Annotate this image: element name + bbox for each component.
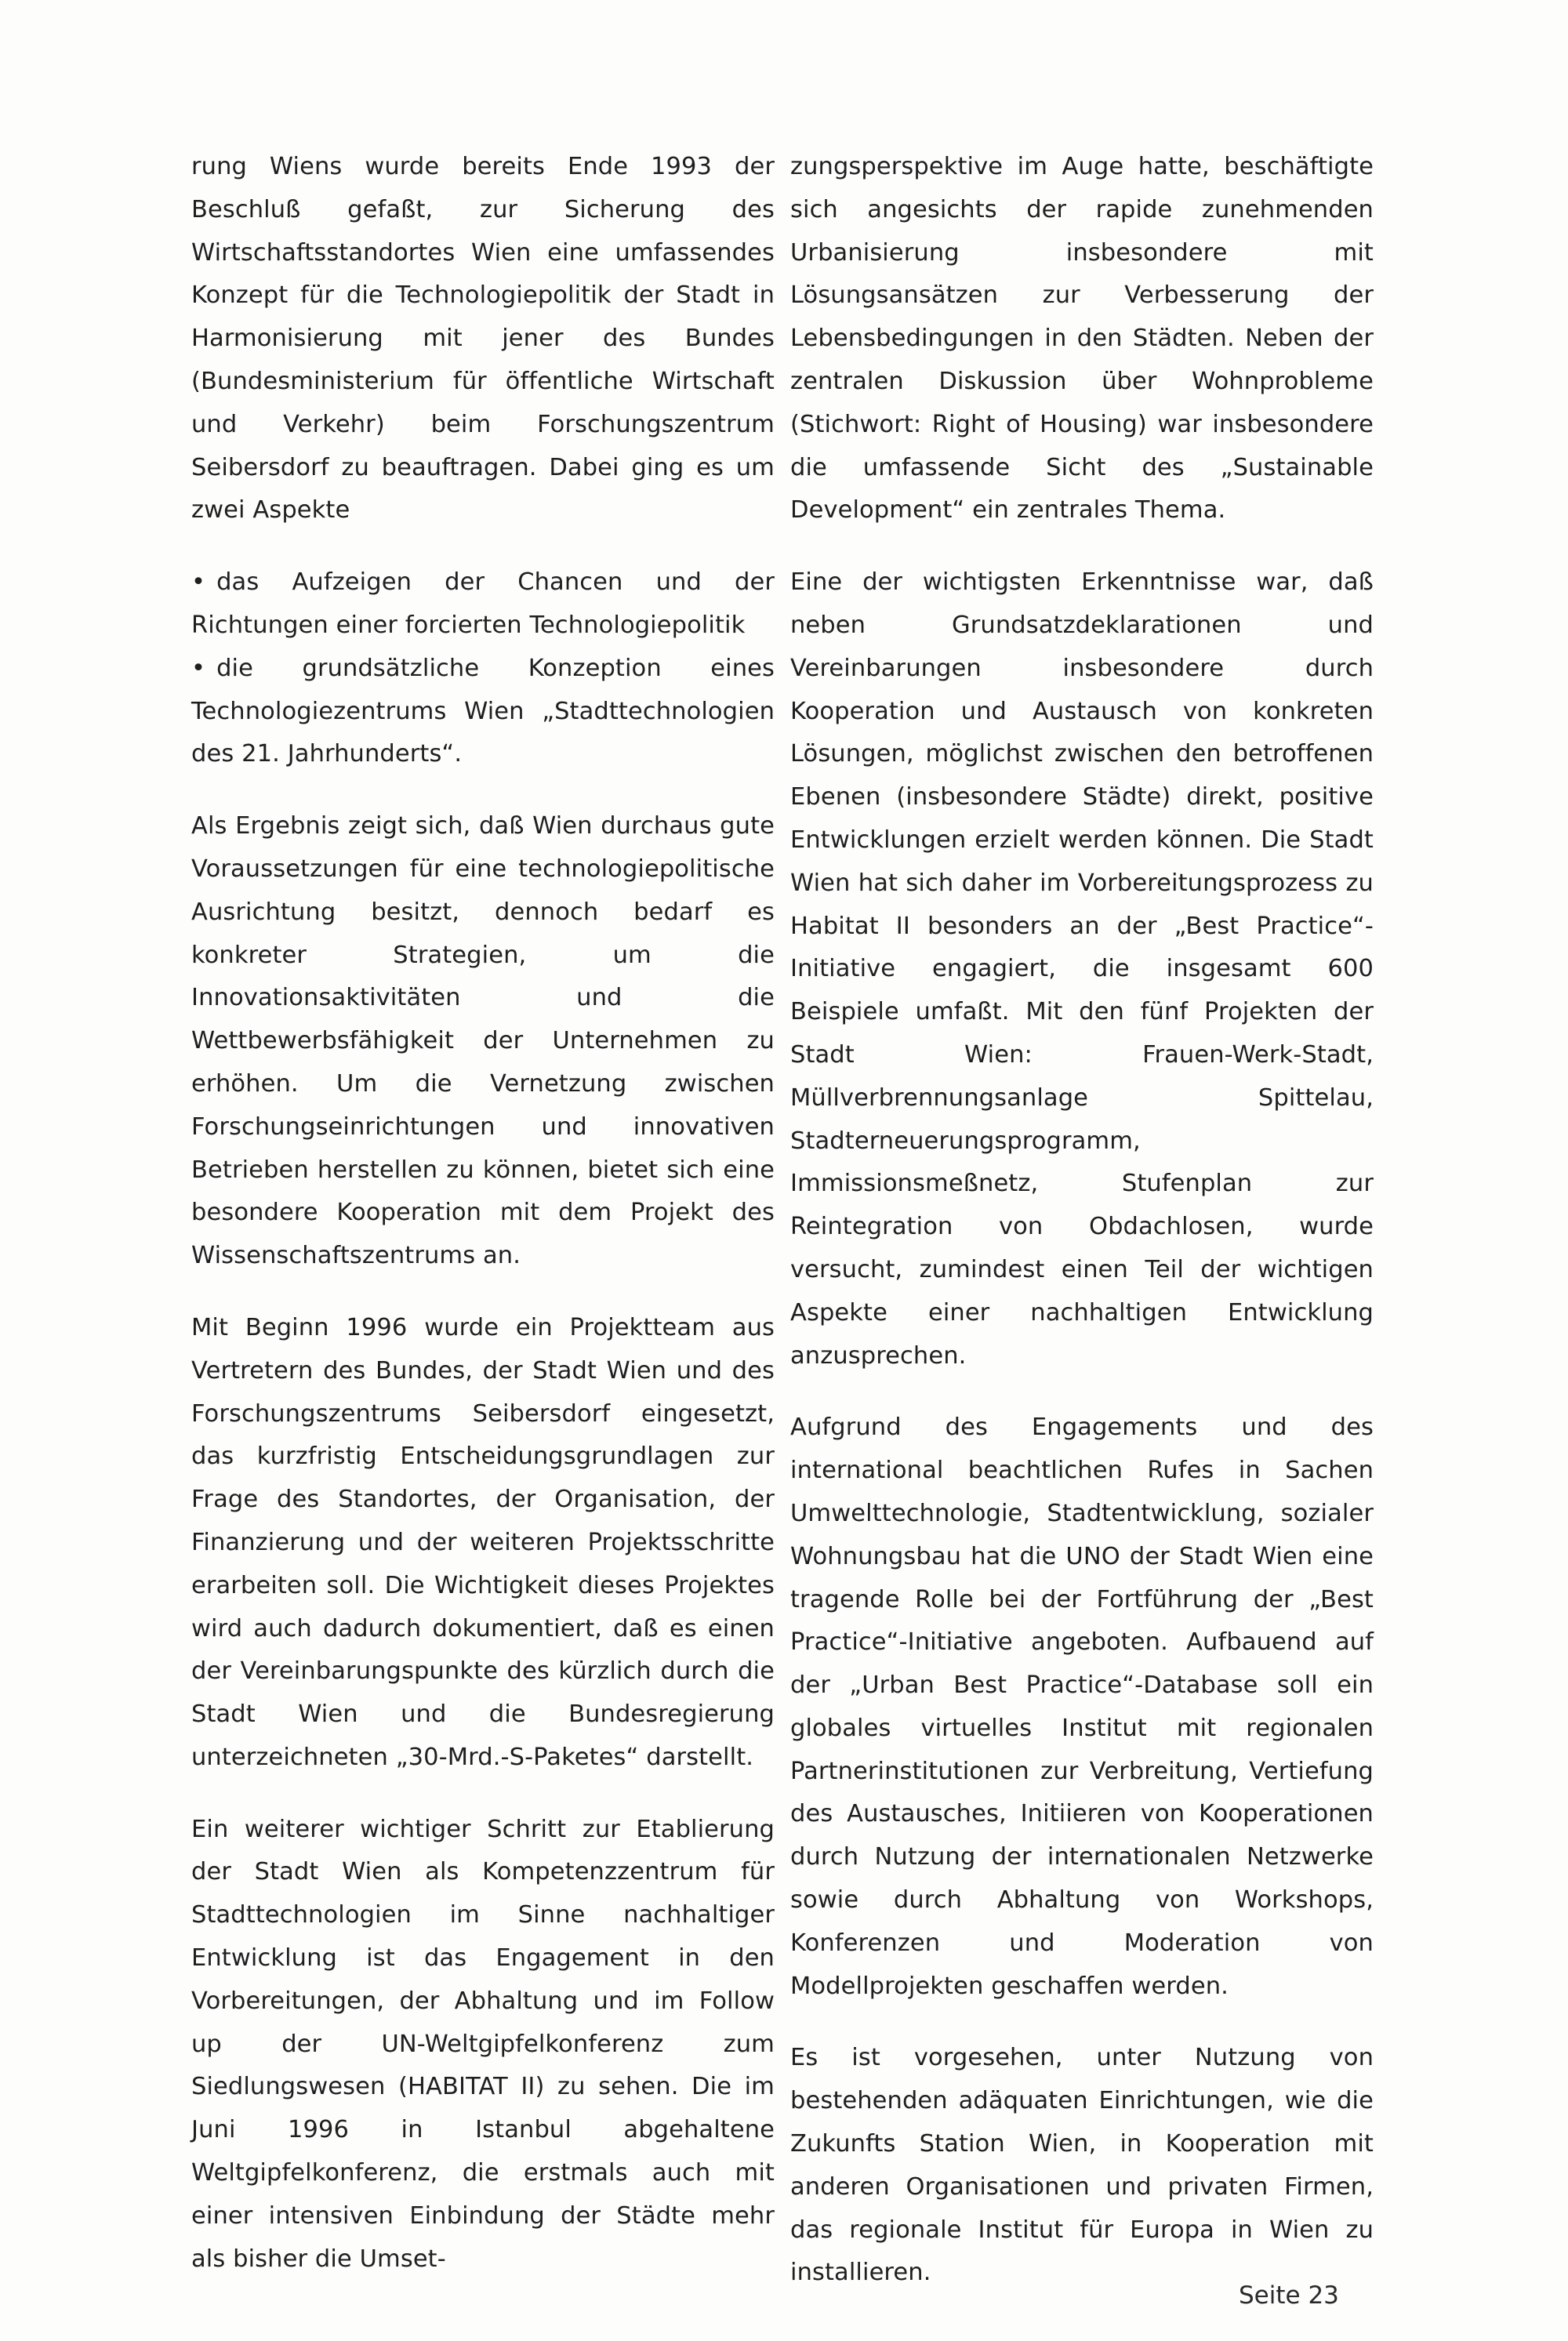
- bullet-dot-icon: •: [191, 654, 206, 682]
- bullet-item-1: [191, 561, 775, 648]
- left-paragraph-3: Mit Beginn 1996 wurde ein Projektteam aus Vertretern des Bundes, der Stadt Wien und des Forschungszentrums Seibersdorf eingesetzt, das kurzfristig Entscheidungsgrundlagen zur Frage des Standortes, der Organisation, der Finanzierung und der weiteren Projektsschritte erarbeiten soll. Die Wichtigkeit dieses Projektes wird auch dadurch dokumentiert, daß es einen der Vereinbarungspunkte des kürzlich durch die Stadt Wien und die Bundesregierung unterzeichneten „30-Mrd.-S-Paketes“ darstellt.: [191, 1313, 775, 1771]
- aspects-bullet-list: [191, 561, 775, 776]
- bullet-item-2: [191, 648, 775, 776]
- left-paragraph-4: Ein weiterer wichtiger Schritt zur Etablierung der Stadt Wien als Kompetenzzentrum für Stadttechnologien im Sinne nachhaltiger Entwicklung ist das Engagement in den Vorbereitungen, der Abhaltung und im Follow up der UN-Weltgipfelkonferenz zum Siedlungswesen (HABITAT II) zu sehen. Die im Juni 1996 in Istanbul abgehaltene Weltgipfelkonferenz, die erstmals auch mit einer intensiven Einbindung der Städte mehr als bisher die Umset-: [191, 1815, 775, 2273]
- bullet-text-2: die grundsätzliche Konzeption eines Technologiezentrums Wien „Stadttechnologien des 21. Jahrhunderts“.: [191, 654, 775, 768]
- right-paragraph-1: zungsperspektive im Auge hatte, beschäftigte sich angesichts der rapide zunehmenden Urbanisierung insbesondere mit Lösungsansätzen zur Verbesserung der Lebensbedingungen in den Städten. Neben der zentralen Diskussion über Wohnprobleme (Stichwort: Right of Housing) war insbesondere die umfassende Sicht des „Sustainable Development“ ein zentrales Thema.: [790, 153, 1374, 524]
- bullet-dot-icon: •: [191, 568, 206, 597]
- left-paragraph-2: Als Ergebnis zeigt sich, daß Wien durchaus gute Voraussetzungen für eine technologiepolitische Ausrichtung besitzt, dennoch bedarf es konkreter Strategien, um die Innovationsaktivitäten und die Wettbewerbsfähigkeit der Unternehmen zu erhöhen. Um die Vernetzung zwischen Forschungseinrichtungen und innovativen Betrieben herstellen zu können, bietet sich eine besondere Kooperation mit dem Projekt des Wissenschaftszentrums an.: [191, 812, 775, 1270]
- left-paragraph-1: rung Wiens wurde bereits Ende 1993 der Beschluß gefaßt, zur Sicherung des Wirtschaftsstandortes Wien eine umfassendes Konzept für die Technologiepolitik der Stadt in Harmonisierung mit jener des Bundes (Bundesministerium für öffentliche Wirtschaft und Verkehr) beim Forschungszentrum Seibersdorf zu beauftragen. Dabei ging es um zwei Aspekte: [191, 153, 775, 524]
- right-paragraph-4: Es ist vorgesehen, unter Nutzung von bestehenden adäquaten Einrichtungen, wie die Zukunfts Station Wien, in Kooperation mit anderen Organisationen und privaten Firmen, das regionale Institut für Europa in Wien zu installieren.: [790, 2044, 1374, 2287]
- right-paragraph-3: Aufgrund des Engagements und des international beachtlichen Rufes in Sachen Umwelttechnologie, Stadtentwicklung, sozialer Wohnungsbau hat die UNO der Stadt Wien eine tragende Rolle bei der Fortführung der „Best Practice“-Initiative angeboten. Aufbauend auf der „Urban Best Practice“-Database soll ein globales virtuelles Institut mit regionalen Partnerinstitutionen zur Verbreitung, Vertiefung des Austausches, Initiieren von Kooperationen durch Nutzung der internationalen Netzwerke sowie durch Abhaltung von Workshops, Konferenzen und Moderation von Modellprojekten geschaffen werden.: [790, 1414, 1374, 2000]
- page-number: Seite 23: [1239, 2281, 1339, 2310]
- left-text-column: [191, 146, 775, 2310]
- right-text-column: [790, 146, 1374, 2324]
- right-paragraph-2: Eine der wichtigsten Erkenntnisse war, daß neben Grundsatzdeklarationen und Vereinbarungen insbesondere durch Kooperation und Austausch von konkreten Lösungen, möglichst zwischen den betroffenen Ebenen (insbesondere Städte) direkt, positive Entwicklungen erzielt werden können. Die Stadt Wien hat sich daher im Vorbereitungsprozess zu Habitat II besonders an der „Best Practice“-Initiative engagiert, die insgesamt 600 Beispiele umfaßt. Mit den fünf Projekten der Stadt Wien: Frauen-Werk-Stadt, Müllverbrennungsanlage Spittelau, Stadterneuerungsprogramm, Immissionsmeßnetz, Stufenplan zur Reintegration von Obdachlosen, wurde versucht, zumindest einen Teil der wichtigen Aspekte einer nachhaltigen Entwicklung anzusprechen.: [790, 568, 1374, 1370]
- bullet-text-1: das Aufzeigen der Chancen und der Richtungen einer forcierten Technologiepolitik: [191, 568, 775, 639]
